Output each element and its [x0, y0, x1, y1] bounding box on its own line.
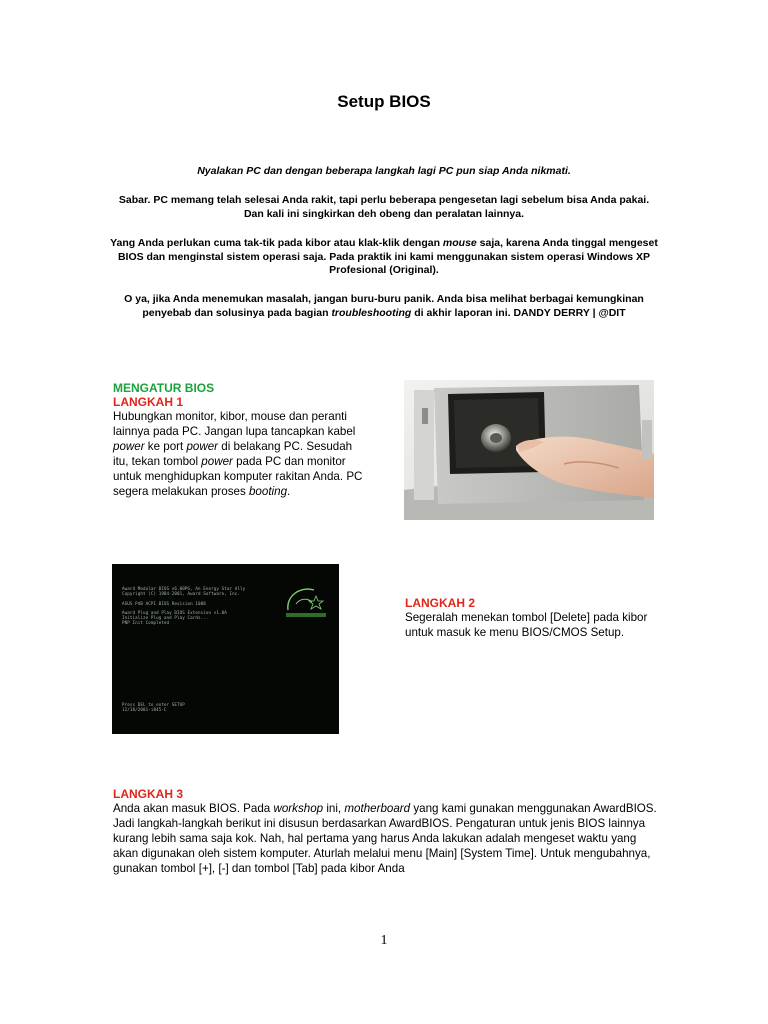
step-3-block	[113, 787, 658, 876]
energy-star-logo-icon	[282, 584, 330, 620]
step-3-text: Anda akan masuk BIOS. Pada workshop ini, motherboard yang kami gunakan menggunakan AwardBIOS. Jadi langkah-langkah berikut ini disusun berdasarkan AwardBIOS. Pengaturan untuk jenis BIOS lainnya kurang lebih sama saja kok. Nah, hal pertama yang harus Anda lakukan adalah mengeset waktu yang akan digunakan oleh sistem komputer. Aturlah melalui menu [Main] [System Time]. Untuk mengubahnya, gunakan tombol [+], [-] dan tombol [Tab] pada kibor Anda	[113, 802, 657, 875]
intro-paragraph-3: Yang Anda perlukan cuma tak-tik pada kibor atau klak-klik dengan mouse saja, karena Anda tinggal mengeset BIOS dan menginstal sistem operasi saja. Pada praktik ini kami menggunakan sistem operasi Windows XP Profesional (Original).	[110, 237, 658, 276]
bios-line: Initialize Plug and Play Cards...	[122, 615, 209, 620]
bios-line: Award Modular BIOS v6.00PG, An Energy Star Ally	[122, 586, 246, 591]
section-mengatur-bios	[113, 381, 363, 499]
step-2-label: LANGKAH 2	[405, 596, 476, 610]
step-2-text: Segeralah menekan tombol [Delete] pada kibor untuk masuk ke menu BIOS/CMOS Setup.	[405, 611, 648, 639]
step-2-block	[405, 596, 650, 640]
step-3-label: LANGKAH 3	[113, 787, 184, 801]
bios-line: ASUS P4B ACPI BIOS Revision 1008	[122, 601, 206, 606]
bios-line: Press DEL to enter SETUP	[122, 702, 185, 707]
page-number: 1	[380, 933, 388, 948]
bios-boot-screen-image	[112, 564, 339, 734]
section-heading: MENGATUR BIOS	[113, 381, 215, 395]
page-title: Setup BIOS	[337, 92, 431, 111]
intro-lead: Nyalakan PC dan dengan beberapa langkah lagi PC pun siap Anda nikmati.	[197, 165, 571, 177]
intro-paragraph-4: O ya, jika Anda menemukan masalah, jangan buru-buru panik. Anda bisa melihat berbagai kemungkinan penyebab dan solusinya pada bagian troubleshooting di akhir laporan ini. DANDY DERRY | @DIT	[124, 293, 644, 319]
pc-power-button-photo	[404, 380, 654, 520]
bios-line: PNP Init Completed	[122, 620, 170, 625]
bios-line: Award Plug and Play BIOS Extension v1.0A	[122, 610, 227, 615]
step-1-text: Hubungkan monitor, kibor, mouse dan peranti lainnya pada PC. Jangan lupa tancapkan kabel power ke port power di belakang PC. Sesudah itu, tekan tombol power pada PC dan monitor untuk menghidupkan komputer rakitan Anda. PC segera melakukan proses booting.	[113, 410, 363, 498]
bios-line: Copyright (C) 1984-2001, Award Software, Inc.	[122, 591, 240, 596]
step-1-label: LANGKAH 1	[113, 395, 184, 409]
intro-paragraph-2: Sabar. PC memang telah selesai Anda rakit, tapi perlu beberapa pengesetan lagi sebelum bisa Anda pakai. Dan kali ini singkirkan deh obeng dan peralatan lainnya.	[118, 194, 650, 220]
bios-line: 12/18/2001-i845-C	[122, 707, 167, 712]
